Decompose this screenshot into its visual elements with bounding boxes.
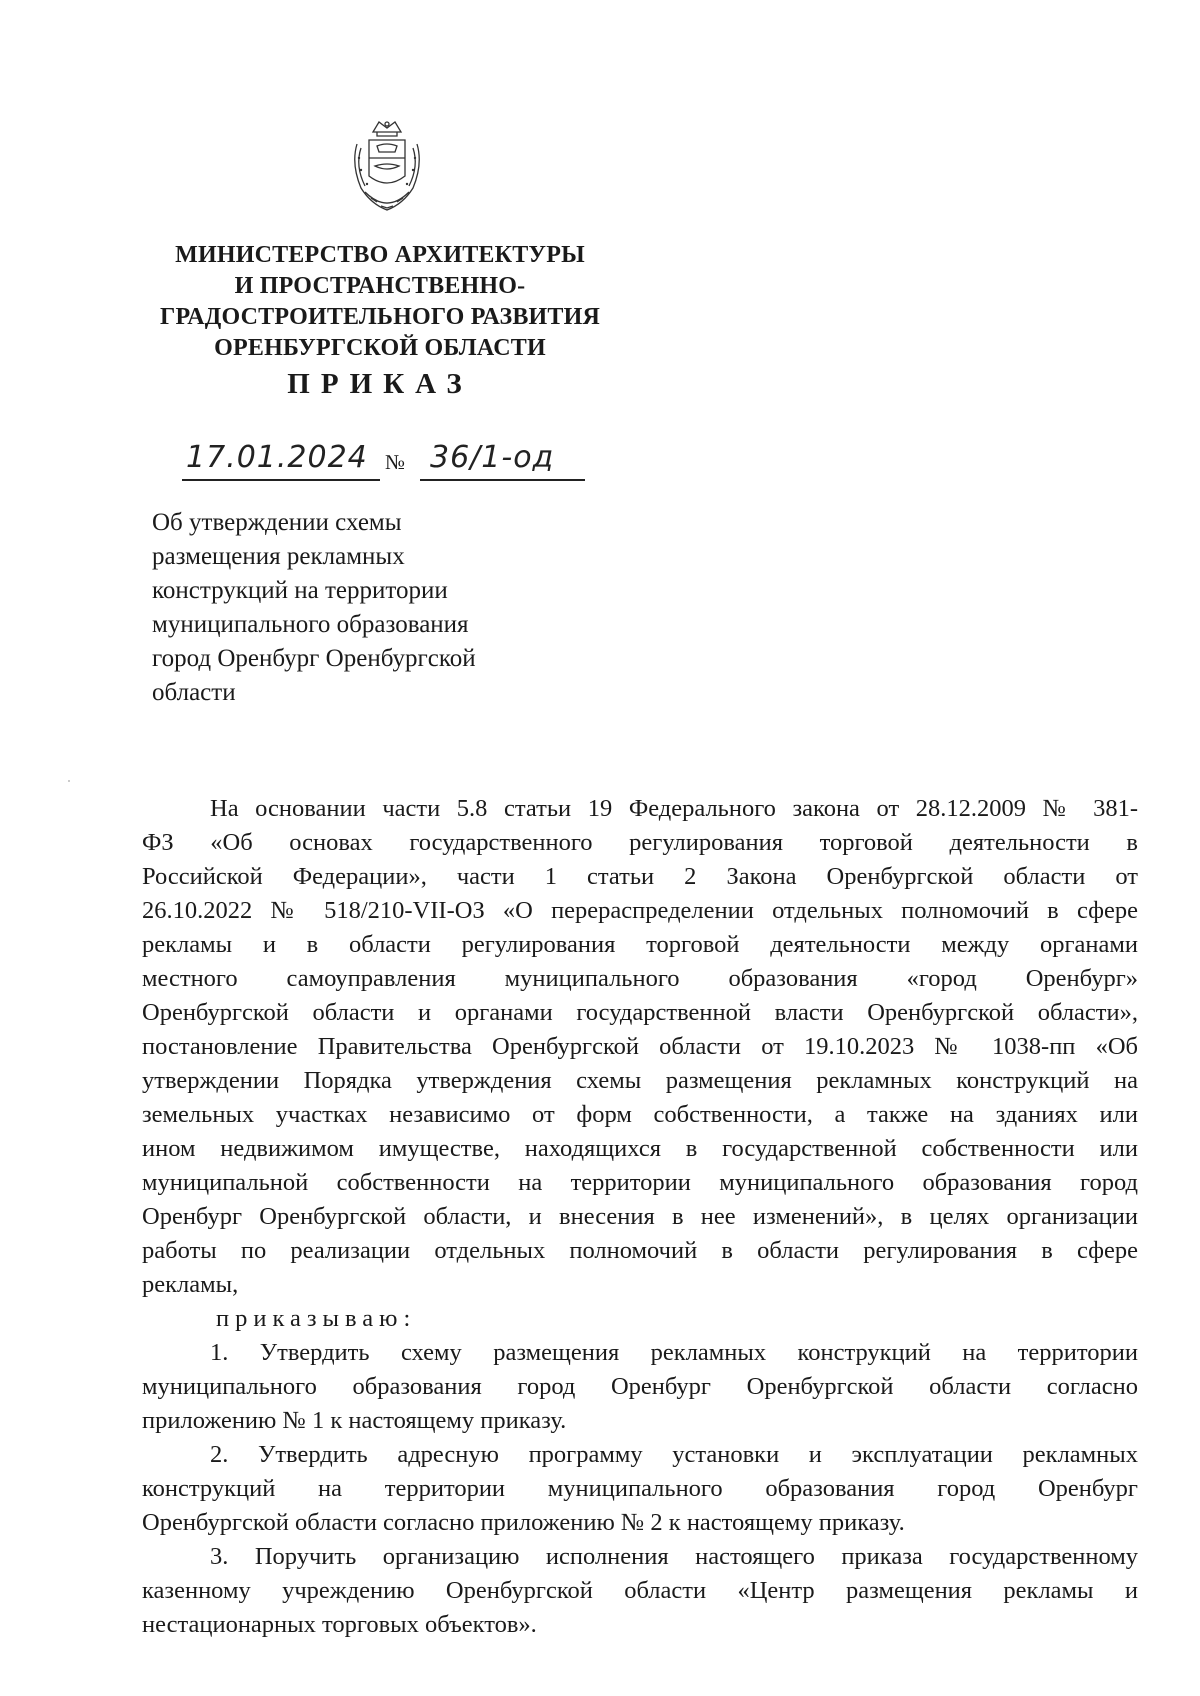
body-line: ФЗ «Об основах государственного регулирования торговой деятельности в [142, 829, 1138, 856]
ministry-name [130, 240, 630, 364]
body-line: На основании части 5.8 статьи 19 Федерального закона от 28.12.2009 № 381- [210, 795, 1138, 822]
scan-speck [68, 780, 70, 782]
item-line: казенному учреждению Оренбургской области «Центр размещения рекламы и [142, 1577, 1138, 1604]
order-word [142, 1302, 1138, 1336]
subject-line: области [152, 679, 236, 706]
body-line: рекламы, [142, 1271, 239, 1298]
body-line: Оренбургской области и органами государственной власти Оренбургской области», [142, 999, 1138, 1026]
order-item-3 [142, 1540, 1138, 1642]
body-line: земельных участках независимо от форм собственности, а также на зданиях или [142, 1101, 1138, 1128]
subject-line: конструкций на территории [152, 577, 448, 604]
item-line: приложению № 1 к настоящему приказу. [142, 1407, 567, 1434]
number-label: № [385, 450, 406, 474]
item-line: Оренбургской области согласно приложению № 2 к настоящему приказу. [142, 1509, 905, 1536]
ministry-name-line: ГРАДОСТРОИТЕЛЬНОГО РАЗВИТИЯ [159, 304, 601, 330]
item-line: 3. Поручить организацию исполнения настоящего приказа государственному [210, 1543, 1138, 1570]
number-underline [420, 479, 585, 481]
handwritten-date: 17.01.2024 [186, 440, 368, 475]
item-line: муниципального образования город Оренбург Оренбургской области согласно [142, 1373, 1138, 1400]
coat-of-arms-icon [347, 118, 427, 216]
body-line: 26.10.2022 № 518/210-VII-ОЗ «О перераспределении отдельных полномочий в сфере [142, 897, 1138, 924]
ministry-name-line: МИНИСТЕРСТВО АРХИТЕКТУРЫ [175, 242, 585, 268]
document-type: ПРИКАЗ [287, 368, 473, 400]
order-item-1 [142, 1336, 1138, 1438]
item-line: 2. Утвердить адресную программу установки и эксплуатации рекламных [210, 1441, 1138, 1468]
body-line: ином недвижимом имуществе, находящихся в государственной собственности или [142, 1135, 1138, 1162]
body-line: рекламы и в области регулирования торговой деятельности между органами [142, 931, 1138, 958]
ministry-name-line: ОРЕНБУРГСКОЙ ОБЛАСТИ [214, 335, 546, 361]
document-subject [152, 506, 572, 710]
ministry-name-line: И ПРОСТРАНСТВЕННО- [234, 273, 526, 299]
item-line: нестационарных торговых объектов». [142, 1611, 537, 1638]
order-word-text: приказываю: [216, 1305, 417, 1332]
order-item-2 [142, 1438, 1138, 1540]
body-line: постановление Правительства Оренбургской области от 19.10.2023 № 1038-пп «Об [142, 1033, 1138, 1060]
item-line: 1. Утвердить схему размещения рекламных конструкций на территории [210, 1339, 1138, 1366]
body-line: муниципальной собственности на территории муниципального образования город [142, 1169, 1138, 1196]
body-line: местного самоуправления муниципального образования «город Оренбург» [142, 965, 1138, 992]
subject-line: Об утверждении схемы [152, 509, 402, 536]
subject-line: город Оренбург Оренбургской [152, 645, 476, 672]
body-line: Оренбург Оренбургской области, и внесения в нее изменений», в целях организации [142, 1203, 1138, 1230]
document-body [142, 792, 1138, 1642]
subject-line: размещения рекламных [152, 543, 405, 570]
body-line: утверждении Порядка утверждения схемы размещения рекламных конструкций на [142, 1067, 1138, 1094]
item-line: конструкций на территории муниципального образования город Оренбург [142, 1475, 1138, 1502]
preamble-paragraph [142, 792, 1138, 1302]
body-line: Российской Федерации», части 1 статьи 2 Закона Оренбургской области от [142, 863, 1138, 890]
subject-line: муниципального образования [152, 611, 469, 638]
date-underline [182, 479, 380, 481]
body-line: работы по реализации отдельных полномочий в области регулирования в сфере [142, 1237, 1138, 1264]
date-number-line [180, 440, 620, 500]
handwritten-number: 36/1-од [430, 440, 555, 475]
